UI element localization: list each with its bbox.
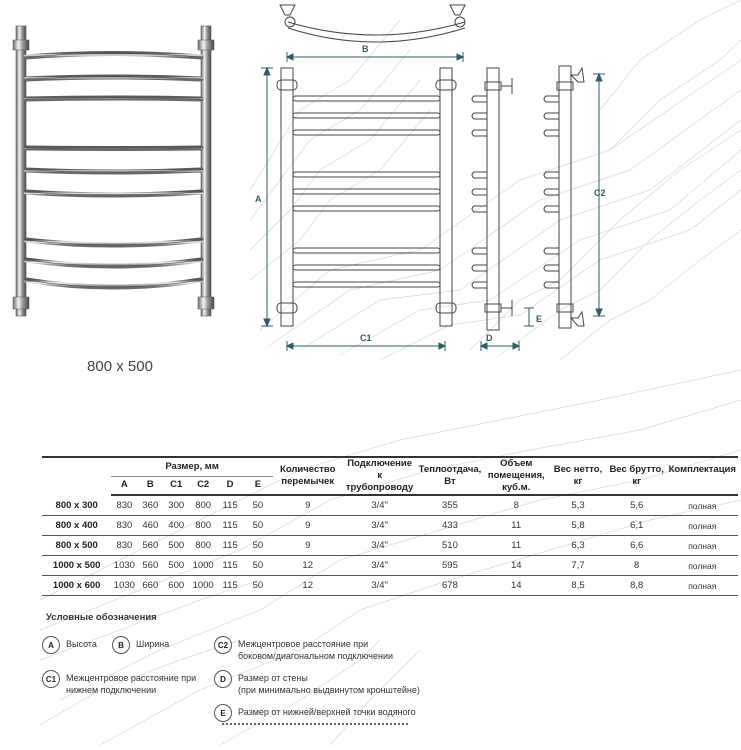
col-c2-header: C2	[189, 476, 217, 495]
dimension-label-b: B	[362, 44, 369, 54]
dimension-label-d: D	[486, 333, 493, 343]
table-row: 1000 x 600 1030 660 600 1000 115 50 12 3/4" 678 14 8,5 8,8 полная	[42, 576, 738, 596]
legend-item-d: D Размер от стены (при минимально выдвинутом кронштейне)	[214, 670, 420, 696]
specifications-table	[42, 456, 738, 596]
table-header-row-1	[42, 457, 738, 476]
col-gross-weight-header: Вес брутто, кг	[607, 457, 667, 495]
legend-item-a: A Высота	[42, 636, 97, 654]
towel-warmer-photo	[8, 22, 218, 322]
front-view-drawing	[250, 0, 470, 360]
table-row: 1000 x 500 1030 560 500 1000 115 50 12 3/4" 595 14 7,7 8 полная	[42, 556, 738, 576]
size-group-header: Размер, мм	[111, 457, 272, 476]
col-heat-header: Теплоотдача, Вт	[417, 457, 484, 495]
col-volume-header: Объем помещения, куб.м.	[483, 457, 549, 495]
legend-item-c2: C2 Межцентровое расстояние при боковом/диагональном подключении	[214, 636, 393, 662]
truncated-text-line	[222, 723, 408, 729]
col-connection-header: Подключение к трубопроводу	[343, 457, 417, 495]
col-e-header: E	[243, 476, 273, 495]
table-row: 800 x 300 830 360 300 800 115 50 9 3/4" 355 8 5,3 5,6 полная	[42, 495, 738, 516]
badge-b-icon: B	[112, 636, 130, 654]
dimension-label-c1: C1	[360, 333, 372, 343]
badge-e-icon: E	[214, 704, 232, 722]
legend-item-e: E Размер от нижней/верхней точки водяного	[214, 704, 416, 722]
table-row: 800 x 500 830 560 500 800 115 50 9 3/4" 510 11 6,3 6,6 полная	[42, 536, 738, 556]
legend-item-b: B Ширина	[112, 636, 169, 654]
dimension-label-a: A	[255, 194, 262, 204]
legend-title: Условные обозначения	[46, 612, 157, 623]
legend-item-c1: C1 Межцентровое расстояние при нижнем подключении	[42, 670, 196, 696]
col-count-header: Количество перемычек	[273, 457, 343, 495]
col-net-weight-header: Вес нетто, кг	[549, 457, 607, 495]
badge-c1-icon: C1	[42, 670, 60, 688]
product-size-caption: 800 x 500	[87, 358, 153, 375]
col-a-header: A	[111, 476, 137, 495]
badge-d-icon: D	[214, 670, 232, 688]
badge-a-icon: A	[42, 636, 60, 654]
dimension-label-c2: C2	[594, 188, 606, 198]
col-b-header: B	[137, 476, 163, 495]
col-c1-header: C1	[163, 476, 189, 495]
table-row: 800 x 400 830 460 400 800 115 50 9 3/4" 433 11 5,8 6,1 полная	[42, 516, 738, 536]
badge-c2-icon: C2	[214, 636, 232, 654]
dimension-label-e: E	[536, 314, 543, 324]
col-d-header: D	[217, 476, 243, 495]
col-kit-header: Комплектация	[667, 457, 738, 495]
